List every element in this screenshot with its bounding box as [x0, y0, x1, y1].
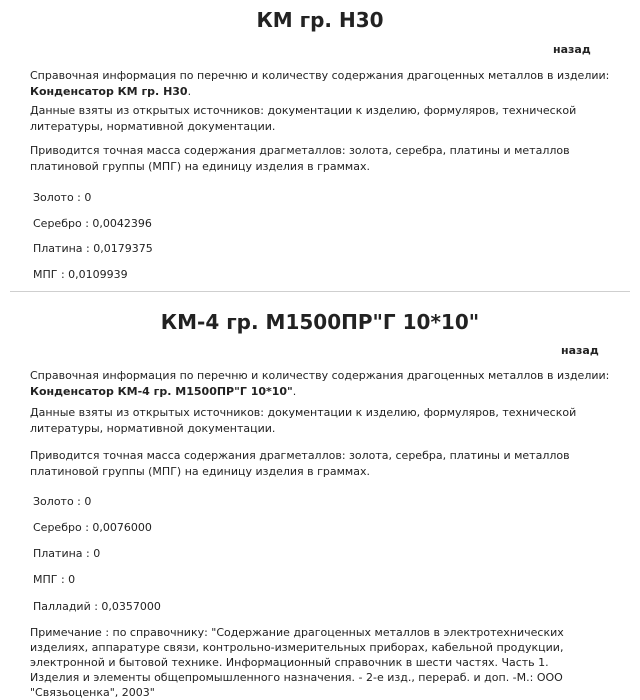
section-1-metal-gold: Золото : 0 — [33, 191, 92, 204]
section-1-metal-platinum: Платина : 0,0179375 — [33, 242, 153, 255]
section-2-note: Приводится точная масса содержания драгметаллов: золота, серебра, платины и металлов платиновой группы (МПГ) на единицу изделия в граммах. — [30, 449, 570, 478]
section-2-metal-platinum: Платина : 0 — [33, 547, 101, 560]
section-1-intro-text: Справочная информация по перечню и количеству содержания драгоценных металлов в изделии: — [30, 69, 610, 82]
section-1-note: Приводится точная масса содержания драгметаллов: золота, серебра, платины и металлов платиновой группы (МПГ) на единицу изделия в граммах. — [30, 144, 570, 173]
section-2-metal-pgm: МПГ : 0 — [33, 573, 76, 586]
section-1-metal-silver: Серебро : 0,0042396 — [33, 217, 152, 230]
section-1-source: Данные взяты из открытых источников: документации к изделию, формуляров, технической литературы, нормативной документации. — [30, 104, 577, 133]
section-2-product-name: Конденсатор КМ-4 гр. М1500ПР"Г 10*10" — [30, 385, 293, 398]
section-1-intro: Справочная информация по перечню и количеству содержания драгоценных металлов в изделии: Конденсатор КМ гр. Н30. — [30, 69, 610, 98]
section-1-product-name: Конденсатор КМ гр. Н30 — [30, 85, 188, 98]
section-2-intro: Справочная информация по перечню и количеству содержания драгоценных металлов в изделии: Конденсатор КМ-4 гр. М1500ПР"Г 10*10". — [30, 369, 610, 398]
section-2-title: КМ-4 гр. М1500ПР"Г 10*10" — [160, 310, 480, 334]
section-divider — [10, 291, 630, 292]
section-2-intro-text: Справочная информация по перечню и количеству содержания драгоценных металлов в изделии: — [30, 369, 610, 382]
section-2-back-link[interactable]: назад — [561, 344, 599, 357]
section-1-metal-pgm: МПГ : 0,0109939 — [33, 268, 128, 281]
section-2-remark: Примечание : по справочнику: "Содержание драгоценных металлов в электротехнических изделиях, аппаратуре связи, контрольно-измерительных приборах, кабельной продукции, электронной и бытовой технике. Информационный справочник в шести частях. Часть 1. Изделия и элементы общепромышленного назначения. - 2-е изд., перераб. и доп. -М.: ООО "Связьоценка", 2003" — [30, 626, 564, 699]
section-2-source: Данные взяты из открытых источников: документации к изделию, формуляров, технической литературы, нормативной документации. — [30, 406, 577, 435]
section-1-title: КМ гр. Н30 — [256, 8, 384, 32]
section-2-metal-gold: Золото : 0 — [33, 495, 92, 508]
section-1-back-link[interactable]: назад — [553, 43, 591, 56]
section-2-metal-palladium: Палладий : 0,0357000 — [33, 600, 161, 613]
section-2-metal-silver: Серебро : 0,0076000 — [33, 521, 152, 534]
